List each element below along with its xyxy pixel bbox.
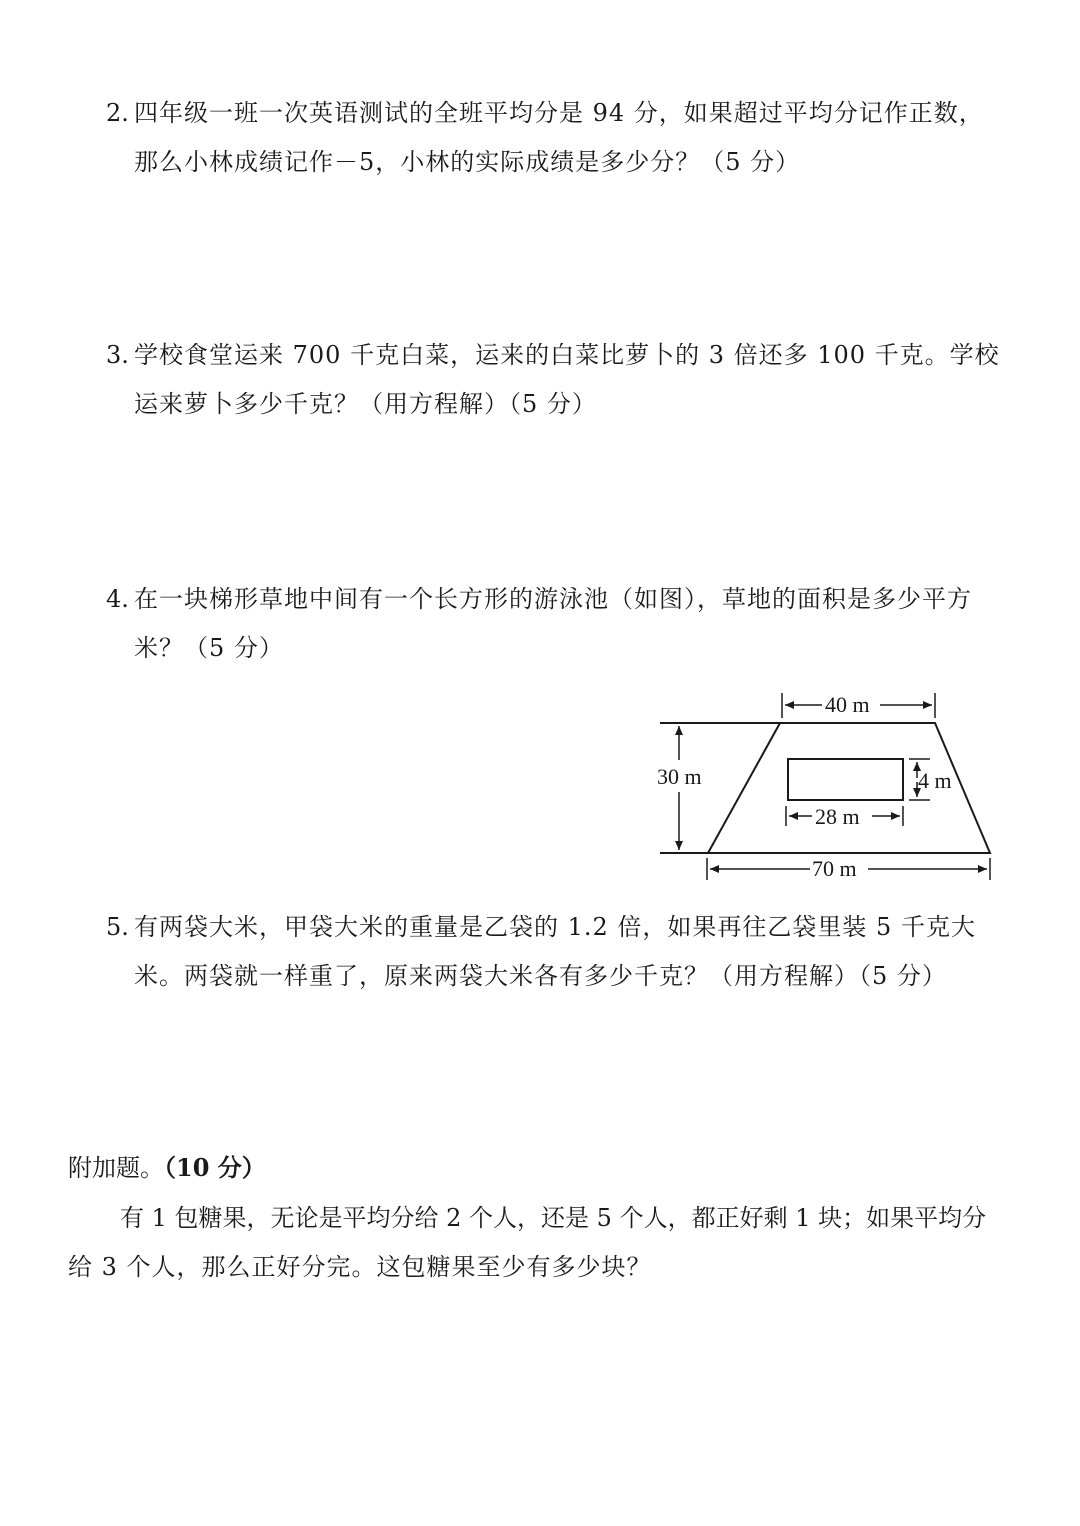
bonus-score: （10 分）: [164, 1153, 266, 1182]
question-3-line-2: 运来萝卜多少千克？（用方程解）（5 分）: [134, 390, 597, 418]
question-4-line-1: 在一块梯形草地中间有一个长方形的游泳池（如图），草地的面积是多少平方: [134, 585, 972, 613]
question-5-line-1: 有两袋大米，甲袋大米的重量是乙袋的 1.2 倍，如果再往乙袋里装 5 千克大: [134, 913, 976, 941]
bottom-base-label: 70 m: [812, 856, 857, 881]
height-label: 30 m: [657, 764, 702, 789]
pool-height-label: 4 m: [918, 768, 952, 793]
question-5-number: 5.: [106, 913, 129, 941]
bonus-heading: [68, 1152, 266, 1184]
question-2-line-1: 四年级一班一次英语测试的全班平均分是 94 分，如果超过平均分记作正数，: [134, 99, 984, 127]
pool-rectangle: [788, 759, 903, 800]
bonus-line-2: 给 3 个人，那么正好分完。这包糖果至少有多少块？: [68, 1253, 652, 1281]
bonus-line-1: 有 1 包糖果，无论是平均分给 2 个人，还是 5 个人，都正好剩 1 块；如果平均分: [120, 1204, 987, 1232]
question-5-line-2: 米。两袋就一样重了，原来两袋大米各有多少千克？（用方程解）（5 分）: [134, 962, 947, 990]
question-3-line-1: 学校食堂运来 700 千克白菜，运来的白菜比萝卜的 3 倍还多 100 千克。学校: [134, 341, 1000, 369]
pool-width-label: 28 m: [815, 804, 860, 829]
question-4-number: 4.: [106, 585, 129, 613]
question-3-number: 3.: [106, 341, 129, 369]
question-4-line-2: 米？（5 分）: [134, 634, 284, 662]
top-base-label: 40 m: [825, 692, 870, 717]
question-2-line-2: 那么小林成绩记作－5，小林的实际成绩是多少分？（5 分）: [134, 148, 801, 176]
question-2-number: 2.: [106, 99, 129, 127]
bonus-title: 附加题。: [68, 1154, 164, 1182]
